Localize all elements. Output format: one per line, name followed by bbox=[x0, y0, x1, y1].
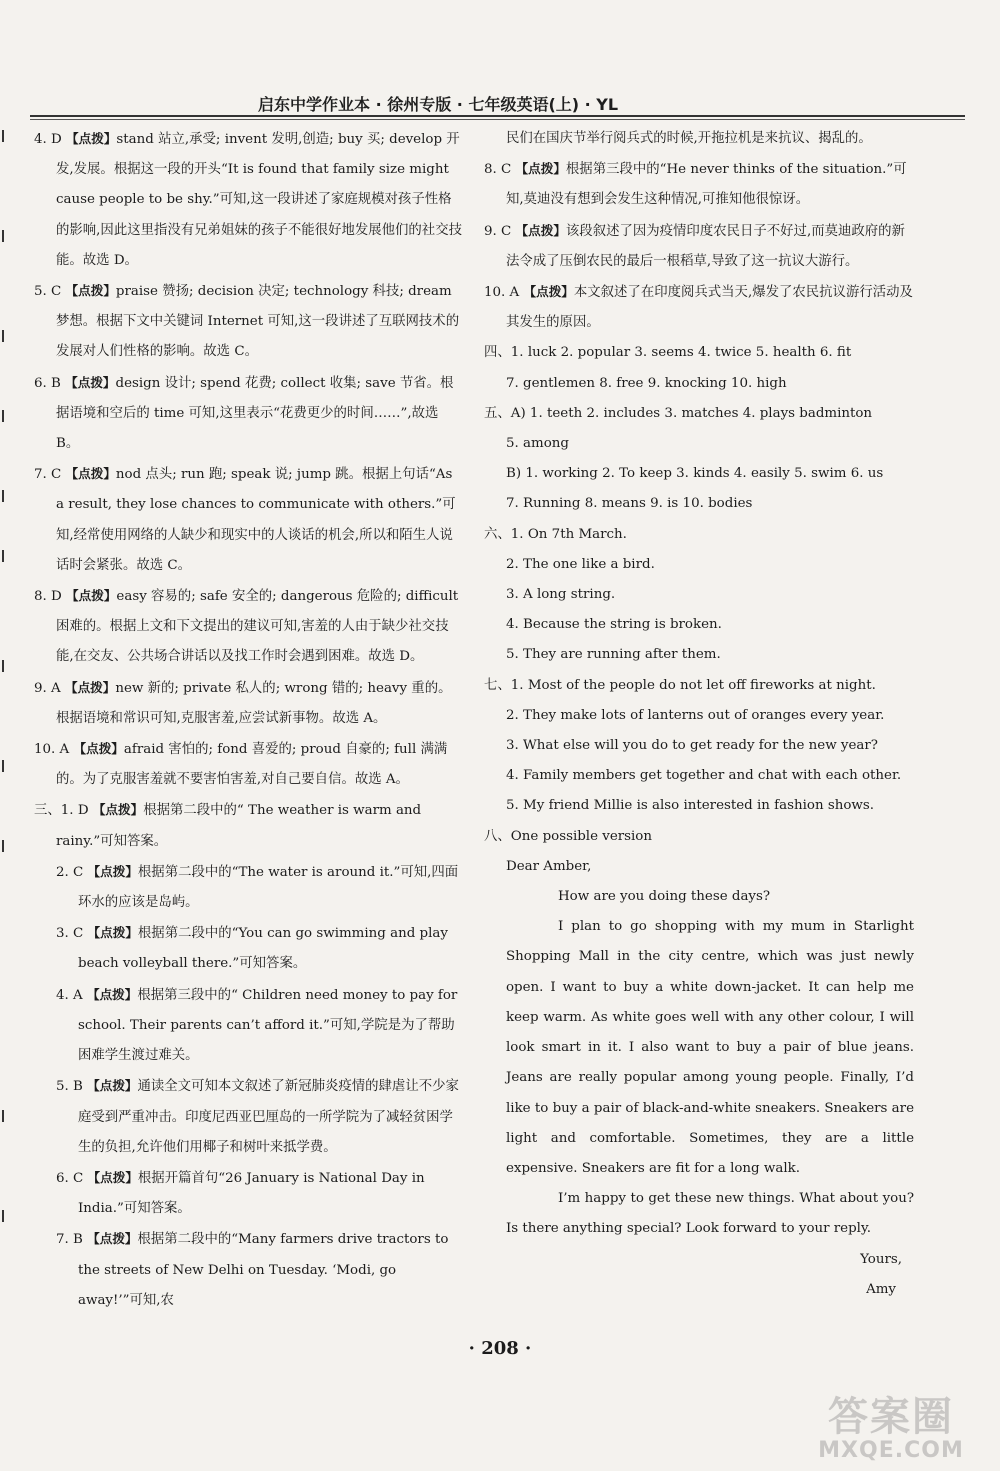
answer-explanation: 该段叙述了因为疫情印度农民日子不好过,而莫迪政府的新法令成了压倒农民的最后一根稻草,导致了这一抗议大游行。 bbox=[506, 223, 905, 269]
answer-explanation: 根据第二段中的“You can go swimming and play beach volleyball there.”可知答案。 bbox=[78, 926, 448, 972]
letter-heading: 八、One possible version bbox=[484, 828, 652, 844]
answer-number: 6. B bbox=[34, 375, 61, 391]
answer-line: 2. The one like a bird. bbox=[506, 556, 655, 572]
answer-number: 6. C bbox=[56, 1170, 84, 1186]
hint-tag: 【点拨】 bbox=[87, 863, 138, 879]
answer-item bbox=[34, 918, 462, 979]
answer-explanation: 通读全文可知本文叙述了新冠肺炎疫情的肆虐让不少家庭受到严重冲击。印度尼西亚巴厘岛的一所学院为了减轻贫困学生的负担,允许他们用椰子和树叶来抵学费。 bbox=[78, 1079, 459, 1155]
page-number: · 208 · bbox=[468, 1338, 532, 1359]
answer-explanation: afraid 害怕的; fond 喜爱的; proud 自豪的; full 满满的。为了克服害羞就不要害怕害羞,对自己要自信。故选 A。 bbox=[56, 742, 448, 788]
answer-item bbox=[34, 1163, 462, 1224]
header-rule bbox=[30, 115, 965, 117]
answer-number: 7. C bbox=[34, 467, 62, 483]
answer-number: 8. D bbox=[34, 589, 62, 605]
hint-tag: 【点拨】 bbox=[66, 588, 117, 604]
answer-number: 7. B bbox=[56, 1232, 83, 1248]
answer-line: 5. among bbox=[506, 436, 569, 452]
answer-line: 2. They make lots of lanterns out of oranges every year. bbox=[506, 707, 885, 723]
answer-explanation: 根据第三段中的“He never thinks of the situation.”可知,莫迪没有想到会发生这种情况,可推知他很惊讶。 bbox=[506, 162, 907, 208]
answer-item bbox=[34, 276, 462, 368]
letter-paragraph: I plan to go shopping with my mum in Starlight Shopping Mall in the city centre, which was just newly open. I want to buy a white down-jacket. It can help me keep warm. As white goes well with any other colour, I will look smart in it. I also want to buy a pair of blue jeans. Jeans are really popular among young people. Finally, I’d like to buy a pair of black-and-white sneakers. Sneakers are light and comfortable. Sometimes, they are a little expensive. Sneakers are fit for a long walk. bbox=[506, 919, 914, 1176]
answer-line: 4. Because the string is broken. bbox=[506, 617, 722, 633]
answer-line: 四、1. luck 2. popular 3. seems 4. twice 5. health 6. fit bbox=[484, 345, 852, 361]
hint-tag: 【点拨】 bbox=[73, 741, 124, 757]
answer-number: 8. C bbox=[484, 162, 512, 178]
answer-number: 10. A bbox=[34, 742, 70, 758]
answer-item bbox=[34, 734, 462, 795]
answer-explanation: easy 容易的; safe 安全的; dangerous 危险的; difficult 困难的。根据上文和下文提出的建议可知,害羞的人由于缺少社交技能,在交友、公共场合讲话以及找工作时会遇到困难。故选 D。 bbox=[56, 589, 459, 665]
answer-line: 3. What else will you do to get ready for the new year? bbox=[506, 738, 878, 754]
header-rule-thin bbox=[30, 119, 965, 120]
right-column bbox=[484, 124, 914, 1305]
answer-item bbox=[484, 277, 914, 338]
letter-salutation: Dear Amber, bbox=[506, 858, 592, 874]
hint-tag: 【点拨】 bbox=[87, 925, 138, 941]
hint-tag: 【点拨】 bbox=[92, 802, 144, 818]
answer-number: 5. B bbox=[56, 1079, 83, 1095]
watermark-logo-text: 答案圈 bbox=[828, 1394, 954, 1440]
answer-number: 4. D bbox=[34, 132, 62, 147]
answer-explanation: 根据第二段中的“ The weather is warm and rainy.”可知答案。 bbox=[56, 803, 422, 849]
answer-item bbox=[34, 124, 462, 276]
answer-item bbox=[34, 795, 462, 856]
hint-tag: 【点拨】 bbox=[87, 1078, 138, 1094]
answer-line: 七、1. Most of the people do not let off fireworks at night. bbox=[484, 677, 876, 693]
answer-line: 五、A) 1. teeth 2. includes 3. matches 4. plays badminton bbox=[484, 405, 873, 421]
answer-number: 9. C bbox=[484, 223, 512, 239]
answer-number: 4. A bbox=[56, 987, 83, 1003]
letter-paragraph: How are you doing these days? bbox=[558, 889, 771, 905]
answer-item bbox=[34, 980, 462, 1072]
section-5-answers bbox=[484, 399, 914, 520]
answer-number: 3. C bbox=[56, 926, 84, 942]
answer-line: 4. Family members get together and chat with each other. bbox=[506, 768, 902, 784]
hint-tag: 【点拨】 bbox=[515, 222, 566, 238]
answer-explanation: 根据第二段中的“The water is around it.”可知,四面环水的应该是岛屿。 bbox=[78, 864, 459, 911]
answer-item bbox=[34, 581, 462, 673]
hint-tag: 【点拨】 bbox=[515, 161, 566, 177]
answer-explanation: design 设计; spend 花费; collect 收集; save 节省。根据语境和空后的 time 可知,这里表示“花费更少的时间……”,故选 B。 bbox=[56, 375, 454, 452]
hint-tag: 【点拨】 bbox=[87, 1169, 138, 1185]
answer-number: 5. C bbox=[34, 284, 62, 300]
letter-paragraph: I’m happy to get these new things. What about you? Is there anything special? Look forward to your reply. bbox=[506, 1191, 914, 1237]
answer-item bbox=[34, 459, 462, 581]
answer-explanation: new 新的; private 私人的; wrong 错的; heavy 重的。根据语境和常识可知,克服害羞,应尝试新事物。故选 A。 bbox=[56, 680, 452, 726]
hint-tag: 【点拨】 bbox=[86, 986, 138, 1002]
answer-item bbox=[484, 216, 914, 277]
section-7-answers bbox=[484, 671, 914, 822]
hint-tag: 【点拨】 bbox=[65, 374, 116, 390]
hint-tag: 【点拨】 bbox=[65, 283, 116, 299]
answer-item bbox=[34, 857, 462, 918]
sample-letter bbox=[484, 822, 914, 1305]
binding-margin-marks bbox=[0, 120, 14, 1320]
hint-tag: 【点拨】 bbox=[87, 1231, 138, 1247]
answer-explanation: 根据开篇首句“26 January is National Day in India.”可知答案。 bbox=[78, 1170, 425, 1217]
hint-tag: 【点拨】 bbox=[523, 284, 574, 300]
hint-tag: 【点拨】 bbox=[65, 466, 116, 482]
answer-item bbox=[34, 673, 462, 734]
letter-closing: Yours, bbox=[860, 1251, 902, 1267]
answer-line: 六、1. On 7th March. bbox=[484, 526, 627, 542]
answer-explanation: nod 点头; run 跑; speak 说; jump 跳。根据上句话“As a result, they lose chances to communicate with others.”可知,经常使用网络的人缺少和现实中的人谈话的机会,所以和陌生人说话时会紧张。故选 C。 bbox=[56, 467, 456, 573]
hint-tag: 【点拨】 bbox=[64, 679, 116, 695]
answer-number: 三、1. D bbox=[34, 803, 89, 819]
hint-tag: 【点拨】 bbox=[66, 131, 117, 146]
answer-line: 5. They are running after them. bbox=[506, 647, 721, 663]
answer-number: 2. C bbox=[56, 864, 84, 880]
answer-explanation: praise 赞扬; decision 决定; technology 科技; dream 梦想。根据下文中关键词 Internet 可知,这一段讲述了互联网技术的发展对人们性格的影响。故选 C。 bbox=[56, 284, 460, 360]
answer-line: 7. gentlemen 8. free 9. knocking 10. high bbox=[506, 375, 787, 391]
answer-number: 10. A bbox=[484, 285, 520, 301]
answer-item bbox=[484, 154, 914, 215]
section-4-answers bbox=[484, 338, 914, 398]
letter-signature: Amy bbox=[866, 1281, 896, 1297]
answer-line: B) 1. working 2. To keep 3. kinds 4. easily 5. swim 6. us bbox=[506, 466, 884, 482]
answer-explanation: 根据第三段中的“ Children need money to pay for school. Their parents can’t afford it.”可知,学院是为了帮助困难学生渡过难关。 bbox=[78, 987, 458, 1064]
page-header: 启东中学作业本 · 徐州专版 · 七年级英语(上) · YL bbox=[258, 95, 619, 114]
answer-number: 9. A bbox=[34, 680, 61, 696]
answer-item bbox=[34, 368, 462, 460]
left-column bbox=[34, 124, 462, 1316]
answer-explanation: stand 站立,承受; invent 发明,创造; buy 买; develop 开发,发展。根据这一段的开头“It is found that family size might cause people to be shy.”可知,这一段讲述了家庭规模对孩子性格的影响,因此这里指没有兄弟姐妹的孩子不能很好地发展他们的社交技能。故选 D。 bbox=[56, 132, 462, 268]
answer-line: 3. A long string. bbox=[506, 587, 616, 603]
answer-explanation: 根据第二段中的“Many farmers drive tractors to the streets of New Delhi on Tuesday. ‘Modi, go away!’”可知,农 bbox=[78, 1232, 449, 1308]
watermark-logo bbox=[786, 1385, 996, 1465]
answer-line: 5. My friend Millie is also interested in fashion shows. bbox=[506, 798, 874, 814]
section-6-answers bbox=[484, 520, 914, 671]
continuation-text: 民们在国庆节举行阅兵式的时候,开拖拉机是来抗议、揭乱的。 bbox=[506, 131, 872, 146]
watermark-url: MXQE.COM bbox=[818, 1438, 964, 1463]
answer-explanation: 本文叙述了在印度阅兵式当天,爆发了农民抗议游行活动及其发生的原因。 bbox=[506, 285, 913, 331]
answer-item bbox=[34, 1071, 462, 1163]
answer-line: 7. Running 8. means 9. is 10. bodies bbox=[506, 496, 753, 512]
answer-item bbox=[34, 1224, 462, 1316]
